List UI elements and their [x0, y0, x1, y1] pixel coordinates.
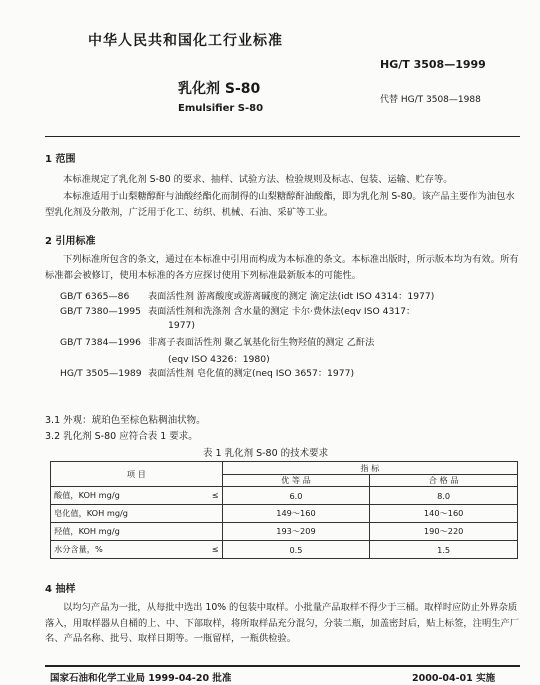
reference-continuation: 1977): [168, 320, 195, 331]
table-header-premium: 优 等 品: [222, 475, 370, 487]
reference-item: [60, 305, 415, 318]
reference-item: [60, 336, 374, 349]
section-4-heading: 4 抽样: [45, 584, 76, 595]
row-qualified-value: 140～160: [370, 505, 518, 523]
reference-item: [60, 367, 354, 380]
requirement-3-1: 3.1 外观：琥珀色至棕色粘稠油状物。: [45, 415, 206, 426]
spec-table: [50, 461, 518, 559]
row-item-name: 酸值，KOH mg/g: [54, 490, 120, 500]
table-header-item: 项 目: [51, 462, 223, 487]
section-1-para-2: 本标准适用于山梨糖醇酐与油酸经酯化而制得的山梨糖醇酐油酸酯，即为乳化剂 S-80。该产品主要作为油包水型乳化剂及分散剂，广泛用于化工、纺织、机械、石油、采矿等工业。: [45, 191, 515, 218]
row-item-symbol: ≤: [211, 490, 219, 500]
table-header-indicator: 指 标: [222, 462, 517, 475]
table-caption: 表 1 乳化剂 S-80 的技术要求: [203, 448, 329, 459]
row-item-cell: [51, 541, 223, 559]
table-header-qualified: 合 格 品: [370, 475, 518, 487]
row-qualified-value: 190～220: [370, 523, 518, 541]
section-2-heading: 2 引用标准: [45, 236, 96, 247]
row-item-cell: [51, 505, 223, 523]
standard-number: HG/T 3508—1999: [380, 58, 486, 71]
reference-continuation: (eqv ISO 4326：1980): [168, 354, 270, 365]
english-title: Emulsifier S-80: [178, 103, 264, 114]
row-item-cell: [51, 523, 223, 541]
reference-code: HG/T 3505—1989: [60, 368, 142, 379]
row-premium-value: 6.0: [222, 487, 370, 505]
reference-code: GB/T 7380—1995: [60, 306, 142, 317]
reference-text: 表面活性剂和洗涤剂 含水量的测定 卡尔·费休法(eqv ISO 4317：: [148, 306, 416, 317]
row-item-cell: [51, 487, 223, 505]
section-2-para: 下列标准所包含的条文，通过在本标准中引用而构成为本标准的条文。本标准出版时，所示版本均为有效。所有标准都会被修订，使用本标准的各方应探讨使用下列标准最新版本的可能性。: [45, 254, 519, 281]
section-4-para: 以均匀产品为一批，从每批中选出 10% 的包装中取样。小批量产品取样不得少于三桶。取样时应防止外界杂质落入，用取样器从自桶的上、中、下部取样，将所取样品充分混匀，分装二瓶，加盖密封后，贴上标签，注明生产厂名、产品名称、批号、取样日期等。一瓶留样，一瓶供检验。: [45, 602, 520, 644]
reference-item: [60, 290, 434, 303]
reference-text: 表面活性剂 皂化值的测定(neq ISO 3657：1977): [148, 368, 355, 379]
table-row: [51, 487, 518, 505]
implementation-date: 2000-04-01 实施: [412, 673, 496, 684]
reference-text: 非离子表面活性剂 聚乙氧基化衍生物羟值的测定 乙酐法: [148, 337, 375, 348]
row-premium-value: 193～209: [222, 523, 370, 541]
row-qualified-value: 8.0: [370, 487, 518, 505]
reference-text: 表面活性剂 游离酸度或游离碱度的测定 滴定法(idt ISO 4314：1977): [148, 291, 435, 302]
standard-category: 中华人民共和国化工行业标准: [88, 33, 283, 49]
requirement-3-2: 3.2 乳化剂 S-80 应符合表 1 要求。: [45, 431, 198, 442]
document-title: 乳化剂 S-80: [178, 81, 261, 97]
table-row: [51, 523, 518, 541]
row-premium-value: 0.5: [222, 541, 370, 559]
row-item-name: 皂化值，KOH mg/g: [54, 508, 129, 518]
approval-issuer: 国家石油和化学工业局 1999-04-20 批准: [50, 673, 232, 684]
replaces-note: 代替 HG/T 3508—1988: [380, 95, 481, 105]
table-row: [51, 505, 518, 523]
footer-divider: [45, 665, 520, 667]
row-item-name: 水分含量，%: [54, 544, 103, 554]
row-item-symbol: ≤: [211, 544, 219, 554]
row-item-name: 羟值，KOH mg/g: [54, 526, 120, 536]
header-divider: [45, 136, 520, 137]
section-1-para-1: 本标准规定了乳化剂 S-80 的要求、抽样、试验方法、检验规则及标志、包装、运输、贮存等。: [63, 174, 453, 185]
row-premium-value: 149～160: [222, 505, 370, 523]
reference-code: GB/T 7384—1996: [60, 337, 142, 348]
row-qualified-value: 1.5: [370, 541, 518, 559]
section-1-heading: 1 范围: [45, 154, 76, 165]
reference-code: GB/T 6365—86: [60, 291, 130, 302]
table-row: [51, 541, 518, 559]
